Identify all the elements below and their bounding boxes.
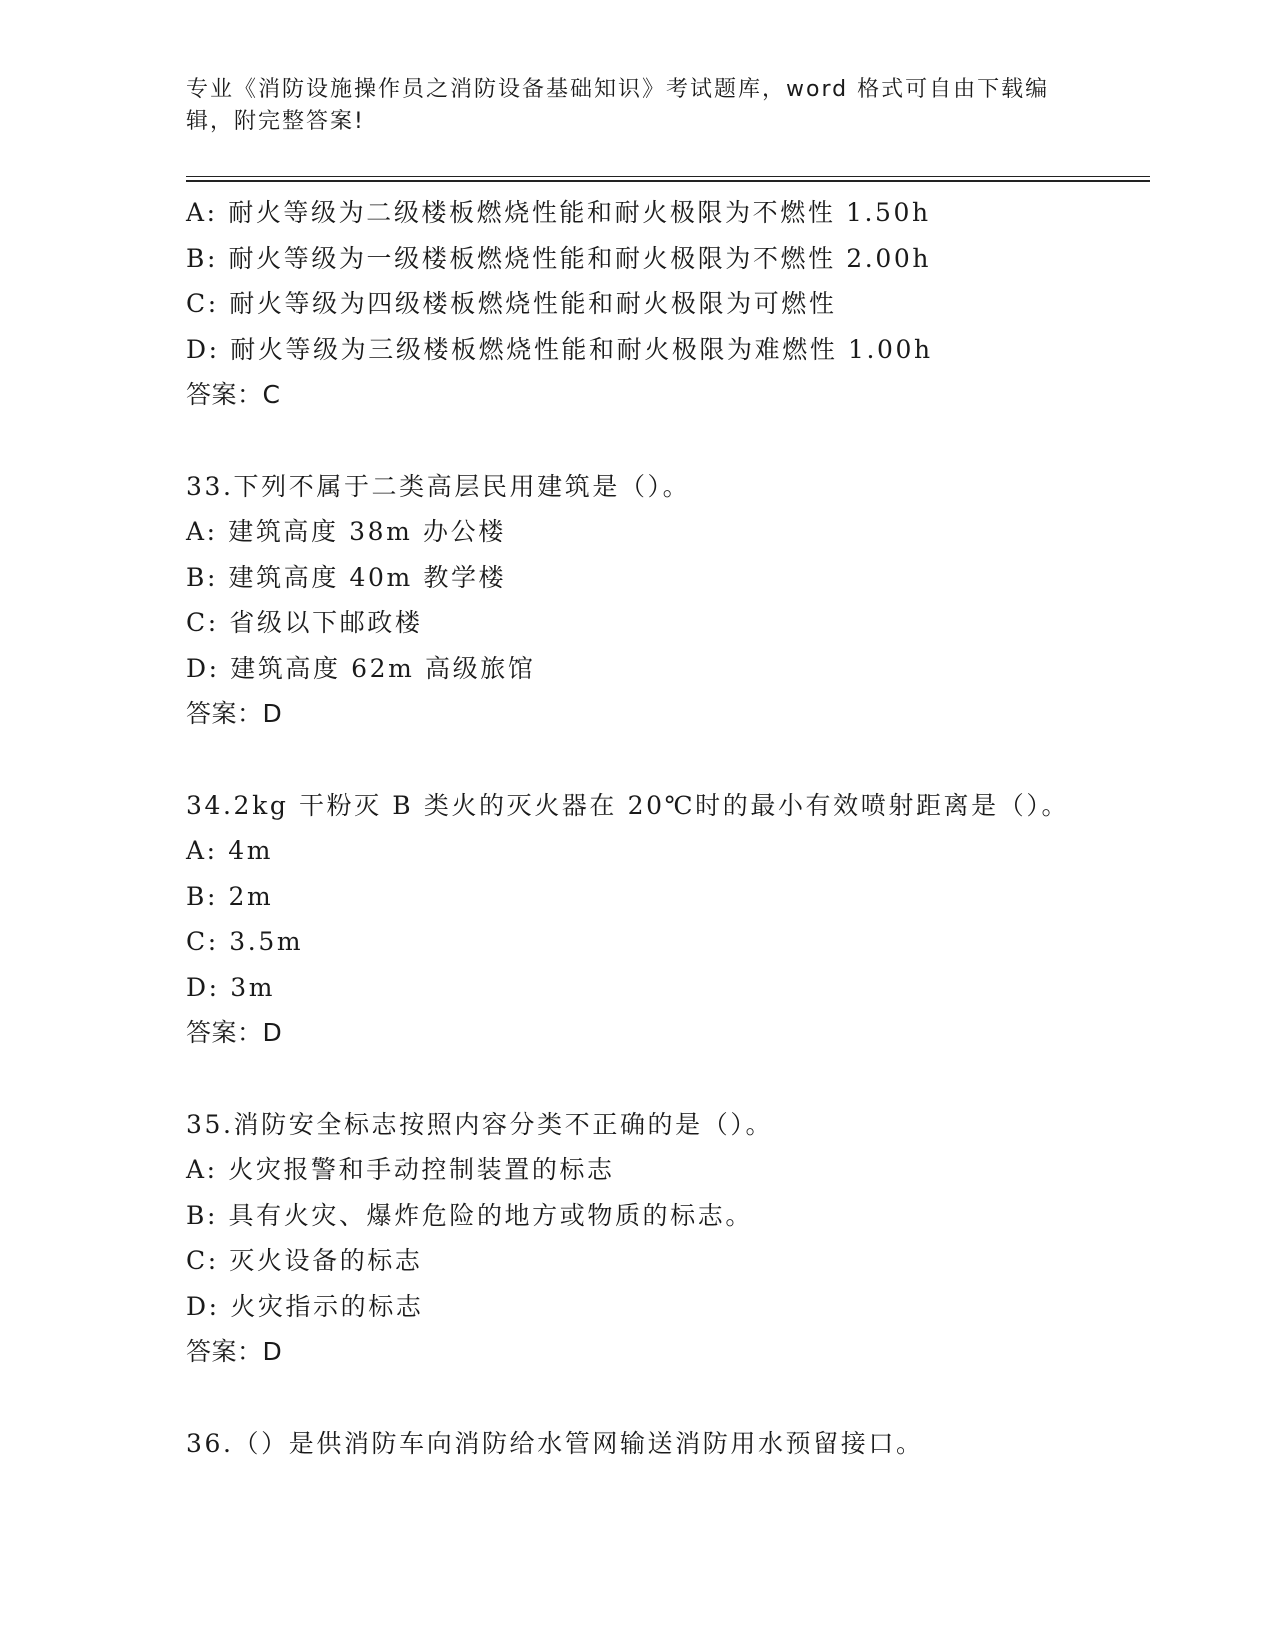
question-block <box>186 783 1146 1056</box>
option-c: C: 耐火等级为四级楼板燃烧性能和耐火极限为可燃性 <box>186 289 837 318</box>
option-a: A: 耐火等级为二级楼板燃烧性能和耐火极限为不燃性 1.50h <box>186 198 931 227</box>
question-list <box>186 190 1146 1466</box>
option-a: A: 建筑高度 38m 办公楼 <box>186 517 506 546</box>
header-line-2: 辑，附完整答案! <box>186 109 365 134</box>
option-b: B: 耐火等级为一级楼板燃烧性能和耐火极限为不燃性 2.00h <box>186 243 932 273</box>
answer-line: 答案：D <box>186 699 283 728</box>
option-a: A: 火灾报警和手动控制装置的标志 <box>186 1155 615 1184</box>
question-block <box>186 1102 1146 1375</box>
block-spacer <box>186 1375 1146 1421</box>
question-text: 33.下列不属于二类高层民用建筑是（）。 <box>186 471 691 501</box>
option-c: C: 灭火设备的标志 <box>186 1246 423 1275</box>
header-divider <box>186 176 1150 177</box>
option-d: D: 耐火等级为三级楼板燃烧性能和耐火极限为难燃性 1.00h <box>186 334 933 364</box>
option-b: B: 建筑高度 40m 教学楼 <box>186 562 507 592</box>
block-spacer <box>186 1056 1146 1102</box>
header-divider-thick <box>186 180 1150 182</box>
option-c: C: 省级以下邮政楼 <box>186 608 423 637</box>
answer-line: 答案：D <box>186 1337 283 1366</box>
block-spacer <box>186 418 1146 464</box>
question-block <box>186 190 1146 418</box>
option-d: D: 火灾指示的标志 <box>186 1291 424 1321</box>
option-d: D: 3m <box>186 972 276 1002</box>
option-d: D: 建筑高度 62m 高级旅馆 <box>186 653 536 683</box>
option-c: C: 3.5m <box>186 927 304 956</box>
answer-line: 答案：C <box>186 380 281 409</box>
option-b: B: 2m <box>186 881 274 911</box>
document-header <box>186 74 1066 138</box>
question-text: 35.消防安全标志按照内容分类不正确的是（）。 <box>186 1109 774 1139</box>
block-spacer <box>186 737 1146 783</box>
option-b: B: 具有火灾、爆炸危险的地方或物质的标志。 <box>186 1200 753 1230</box>
question-text: 34.2kg 干粉灭 B 类火的灭火器在 20℃时的最小有效喷射距离是（）。 <box>186 790 1070 820</box>
header-line-1: 专业《消防设施操作员之消防设备基础知识》考试题库，word 格式可自由下载编 <box>186 77 1050 102</box>
question-block <box>186 464 1146 737</box>
option-a: A: 4m <box>186 836 274 865</box>
question-block <box>186 1421 1146 1467</box>
answer-line: 答案：D <box>186 1018 283 1047</box>
question-text: 36.（）是供消防车向消防给水管网输送消防用水预留接口。 <box>186 1428 924 1458</box>
